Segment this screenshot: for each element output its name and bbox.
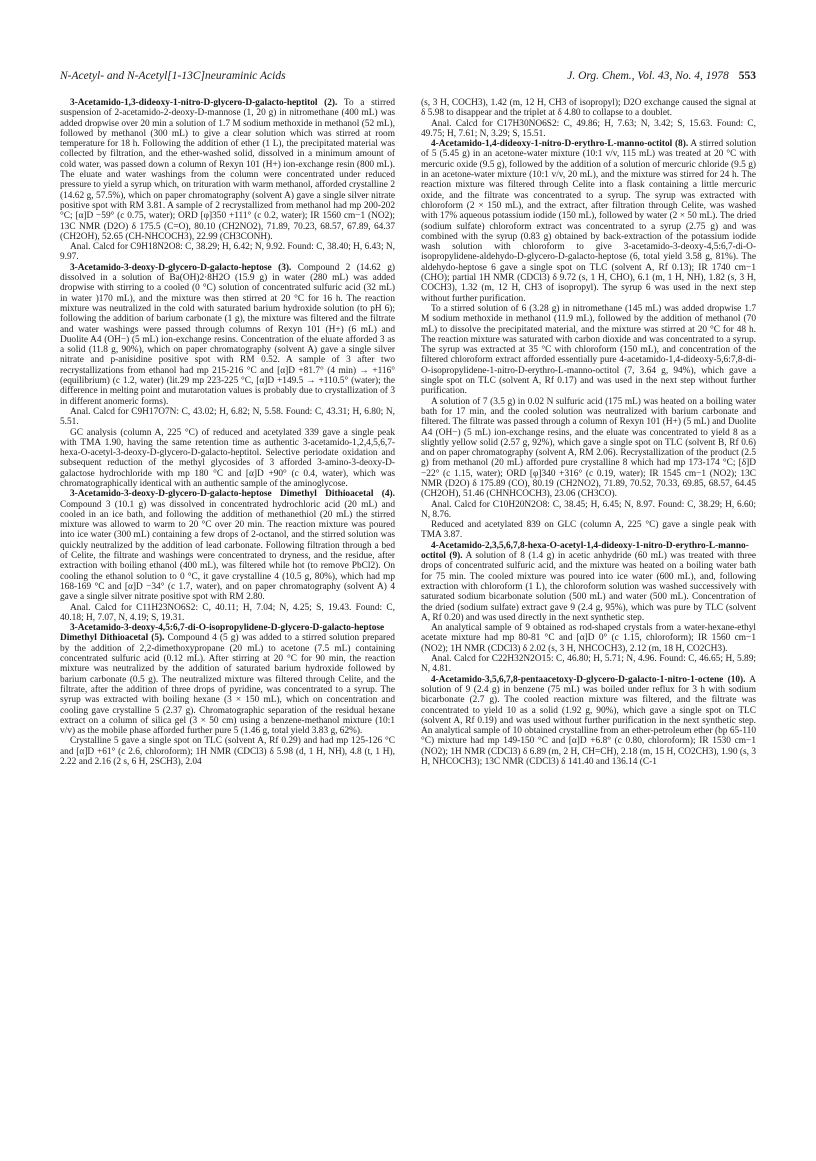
paragraph bbox=[60, 623, 395, 736]
paragraph-body: Reduced and acetylated 839 on GLC (column A, 225 °C) gave a single peak with TMA 3.87. bbox=[421, 520, 756, 541]
paragraph-body: Crystalline 5 gave a single spot on TLC (solvent A, Rf 0.29) and had mp 125-126 °C and [α]D +61° (c 2.6, chloroform); 1H NMR (CDCl3) δ 5.98 (d, 1 H, NH), 4.8 (t, 1 H), 2.22 and 2.16 (2 s, 6 H, 2SCH3), 2.04 bbox=[60, 736, 395, 767]
paragraph bbox=[60, 489, 395, 602]
running-header bbox=[60, 70, 756, 90]
paragraph-title: 4-Acetamido-3,5,6,7,8-pentaacetoxy-D-glycero-D-galacto-1-nitro-1-octene (10). bbox=[431, 674, 746, 685]
paragraph-body: GC analysis (column A, 225 °C) of reduced and acetylated 339 gave a single peak with TMA 1.90, having the same retention time as authentic 3-acetamido-1,2,4,5,6,7-hexa-O-acetyl-3-deoxy-D-glycero-D-galacto-heptitol. Selective periodate oxidation and subsequent reduction of the methyl glycosides of 3 afforded 3-amino-3-deoxy-D-galactose hydrochloride with mp 180 °C and [α]D +90° (c 0.4, water), which was chromatographically identical with an authentic sample of the aminoglycose. bbox=[60, 427, 395, 489]
paragraph bbox=[421, 98, 756, 119]
paragraph-body: A solution of 7 (3.5 g) in 0.02 N sulfuric acid (175 mL) was heated on a boiling water bath for 17 min, and the cooled solution was neutralized with barium carbonate and filtered. The filtrate was passed through a column of Rexyn 101 (H+) (5 mL) and Duolite A4 (OH−) (5 mL) ion-exchange resins, and the eluate was concentrated to yield 8 as a slightly yellow solid (2.57 g, 92%), which gave a single spot on TLC (solvent B, Rf 0.6) and on paper chromatography (solvent A, RM 2.06). Recrystallization of the product (2.5 g) from methanol (20 mL) afforded pure crystalline 8 which had mp 173-174 °C; [δ]D −22° (c 1.15, water); ORD [φ]340 +316° (c 0.19, water); IR 1545 cm−1 (NO2); 13C NMR (D2O) δ 175.89 (CO), 80.19 (CH2NO2), 71.89, 70.52, 70.33, 69.85, 68.57, 64.45 (CH2OH), 51.46 (CHNHCOCH3), 23.06 (CH3CO). bbox=[421, 396, 756, 500]
paragraph bbox=[421, 541, 756, 623]
journal-citation bbox=[567, 70, 756, 82]
paragraph bbox=[421, 139, 756, 304]
left-column bbox=[60, 98, 395, 767]
page-number: 553 bbox=[738, 70, 756, 82]
running-title: N-Acetyl- and N-Acetyl[1-13C]neuraminic Acids bbox=[60, 70, 286, 82]
paragraph-body: A solution of 9 (2.4 g) in benzene (75 mL) was boiled under reflux for 3 h with sodium bicarbonate (2.7 g). The cooled reaction mixture was filtered, and the filtrate was concentrated to yield 10 as a solid (1.92 g, 90%), which gave a single spot on TLC (solvent A, Rf 0.19) and was used without further purification in the next synthetic step. An analytical sample of 10 obtained crystalline from an ether-petroleum ether (bp 65-110 °C) mixture had mp 149-150 °C and [α]D +6.8° (c 0.80, chloroform); IR 1530 cm−1 (NO2); 1H NMR (CDCl3) δ 6.89 (m, 2 H, CH=CH), 2.18 (m, 15 H, CO2CH3), 1.90 (s, 3 H, NHCOCH3); 13C NMR (CDCl3) δ 141.40 and 136.14 (C-1 bbox=[421, 674, 756, 767]
paragraph-title: 3-Acetamido-1,3-dideoxy-1-nitro-D-glycero-D-galacto-heptitol (2). bbox=[70, 98, 338, 108]
paragraph bbox=[60, 603, 395, 624]
paragraph bbox=[60, 98, 395, 242]
paragraph bbox=[421, 654, 756, 675]
paragraph-body: Compound 2 (14.62 g) dissolved in a solution of Ba(OH)2·8H2O (15.9 g) in water (280 mL) was added dropwise with stirring to a cooled (0 °C) solution of concentrated sulfuric acid (32 mL) in water )170 mL), and the mixture was then stirred at 20 °C for 16 h. The reaction mixture was neutralized in the cold with saturated barium hydroxide solution (to pH 6); following the addition of barium carbonate (1 g), the mixture was filtered and the filtrate and water washings were passed through columns of Rexyn 101 (H+) (6 mL) and Duolite A4 (OH−) (5 mL) ion-exchange resins. Concentration of the eluate afforded 3 as a solid (11.8 g, 90%), which on paper chromatography (solvent A) gave a single silver nitrate and p-anisidine positive spot with RM 0.52. A sample of 3 after two recrystallizations from ethanol had mp 215-216 °C and [α]D +81.7° (4 min) → +116° (equilibrium) (c 1.2, water) (lit.29 mp 223-225 °C, [α]D +149.5 → +110.5° (water); the difference in melting point and mutarotation values is probably due to crystallization of 3 in different anomeric forms). bbox=[60, 262, 395, 407]
paragraph bbox=[421, 520, 756, 541]
paragraph bbox=[421, 623, 756, 654]
paragraph bbox=[60, 736, 395, 767]
paragraph bbox=[60, 242, 395, 263]
paragraph-body: Anal. Calcd for C9H18N2O8: C, 38.29; H, 6.42; N, 9.92. Found: C, 38.40; H, 6.43; N, 9.97. bbox=[60, 242, 395, 263]
paragraph-body: (s, 3 H, COCH3), 1.42 (m, 12 H, CH3 of isopropyl); D2O exchange caused the signal at δ 5.98 to disappear and the triplet at δ 4.80 to collapse to a doublet. bbox=[421, 98, 756, 119]
paragraph-body: Compound 4 (5 g) was added to a stirred solution prepared by the addition of 2,2-dimethoxypropane (20 mL) to acetone (7.5 mL) containing concentrated sulfuric acid (0.12 mL). After stirring at 20 °C for 90 min, the reaction mixture was neutralized by the addition of saturated barium hydroxide followed by barium carbonate (0.5 g). The neutralized mixture was filtered through Celite, and the filtrate, after the addition of three drops of pyridine, was concentrated to a syrup. The syrup was extracted with boiling hexane (3 × 150 mL), which on concentration and cooling gave crystalline 5 (2.37 g). Chromatographic separation of the residual hexane extract on a column of silica gel (3 × 50 cm) using a benzene-methanol mixture (10:1 v/v) as the mobile phase afforded further pure 5 (1.46 g, total yield 3.83 g, 62%). bbox=[60, 633, 395, 737]
paragraph-body: Anal. Calcd for C17H30NO6S2: C, 49.86; H, 7.63; N, 3.42; S, 15.63. Found: C, 49.75; H, 7.61; N, 3.29; S, 15.51. bbox=[421, 118, 756, 139]
paragraph bbox=[421, 397, 756, 500]
paragraph-body: Anal. Calcd for C22H32N2O15: C, 46.80; H, 5.71; N, 4.96. Found: C, 46.65; H, 5.89; N, 4.81. bbox=[421, 654, 756, 675]
paragraph-title: 3-Acetamido-3-deoxy-D-glycero-D-galacto-heptose Dimethyl Dithioacetal (4). bbox=[70, 489, 395, 500]
paragraph-body: Anal. Calcd for C11H23NO6S2: C, 40.11; H, 7.04; N, 4.25; S, 19.43. Found: C, 40.18; H, 7.07, N, 4.19; S, 19.31. bbox=[60, 602, 395, 623]
paragraph-body: A stirred solution of 5 (5.45 g) in an acetone-water mixture (10:1 v/v, 115 mL) was treated at 20 °C with mercuric oxide (9.5 g), followed by the addition of a solution of mercuric chloride (9.5 g) in an acetone-water mixture (10:1 v/v, 20 mL), and the mixture was stirred for 24 h. The reaction mixture was filtered through Celite into a flask containing a little mercuric oxide, and the filtrate was concentrated to a syrup. The syrup was extracted with chloroform (2 × 150 mL), and the extract, after filtration through Celite, was washed with 17% aqueous potassium iodide (150 mL), followed by water (2 × 50 mL). The dried (sodium sulfate) chloroform extract was concentrated to a syrup (2.75 g) and was combined with the syrup (0.83 g) obtained by back-extraction of the potassium iodide wash solution with chloroform to give 3-acetamido-3-deoxy-4,5:6,7-di-O-isopropylidene-aldehydo-D-glycero-D-galacto-heptose (6, total yield 3.58 g, 81%). The aldehydo-heptose 6 gave a single spot on TLC (solvent A, Rf 0.13); IR 1740 cm−1 (CHO); partial 1H NMR (CDCl3) δ 9.72 (s, 1 H, CHO), 6.1 (m, 1 H, NH), 1.82 (s, 3 H, COCH3), 1.32 (m, 12 H, CH3 of isopropyl). The syrup 6 was used in the next step without further purification. bbox=[421, 139, 756, 304]
paragraph-body: Compound 3 (10.1 g) was dissolved in concentrated hydrochloric acid (20 mL) and cooled in an ice bath, and following the addition of methanethiol (20 mL) the stirred mixture was allowed to warm to 20 °C over 20 min. The reaction mixture was poured into ice water (300 mL) containing a few drops of 2-octanol, and the stirred solution was quickly neutralized by the addition of lead carbonate. Following filtration through a bed of Celite, the filtrate and washings were concentrated to dryness, and the residue, after extraction with boiling ethanol (400 mL), was filtered while hot (to remove PbCl2). On cooling the ethanol solution to 0 °C, it gave crystalline 4 (10.5 g, 80%), which had mp 168-169 °C and [α]D −34° (c 1.7, water), and on paper chromatography (solvent A) 4 gave a single silver nitrate positive spot with RM 2.80. bbox=[60, 499, 395, 603]
paragraph-body: To a stirred suspension of 2-acetamido-2-deoxy-D-mannose (1, 20 g) in nitromethane (400 mL) was added dropwise over 20 min a solution of 1.7 M sodium methoxide in methanol (52 mL), followed by methanol (300 mL) to give a clear solution which was stirred at room temperature for 18 h. Following the addition of ether (1 L), the precipitated material was collected by filtration, and the ether-washed solid, dissolved in a minimum amount of cold water, was passed down a column of Rexyn 101 (H+) ion-exchange resin (800 mL). The eluate and water washings from the column were concentrated under reduced pressure to yield a syrup which, on trituration with warm methanol, afforded crystalline 2 (14.62 g, 57.5%), which on paper chromatography (solvent A) gave a single silver nitrate positive spot with RM 3.81. A sample of 2 recrystallized from methanol had mp 200-202 °C; [α]D −59° (c 0.75, water); ORD [φ]350 +111° (c 0.2, water); IR 1560 cm−1 (NO2); 13C NMR (D2O) δ 175.5 (C=O), 80.10 (CH2NO2), 71.89, 70.23, 68.57, 67.89, 64.37 (CH2OH), 52.65 (CH-NHCOCH3), 22.99 (CH3CONH). bbox=[60, 98, 395, 242]
paragraph-body: A solution of 8 (1.4 g) in acetic anhydride (60 mL) was treated with three drops of concentrated sulfuric acid, and the mixture was heated on a boiling water bath for 75 min. The cooled mixture was poured into ice water (600 mL), and, following extraction with chloroform (1 L), the chloroform solution was washed successively with saturated sodium bicarbonate solution (500 mL) and water (500 mL). Concentration of the dried (sodium sulfate) extract gave 9 (2.4 g, 95%), which was pure by TLC (solvent A, Rf 0.20) and was used directly in the next synthetic step. bbox=[421, 551, 756, 623]
right-column bbox=[421, 98, 756, 767]
paragraph-title: 4-Acetamido-1,4-dideoxy-1-nitro-D-erythro-L-manno-octitol (8). bbox=[431, 139, 689, 150]
paragraph-body: An analytical sample of 9 obtained as rod-shaped crystals from a water-hexane-ethyl acetate mixture had mp 80-81 °C and [α]D 0° (c 1.15, chloroform); IR 1560 cm−1 (NO2); 1H NMR (CDCl3) δ 2.02 (s, 3 H, NHCOCH3), 2.12 (m, 18 H, CO2CH3). bbox=[421, 623, 756, 654]
paragraph-title: 3-Acetamido-3-deoxy-D-glycero-D-galacto-heptose (3). bbox=[70, 262, 292, 273]
paragraph bbox=[421, 675, 756, 768]
journal-name: J. Org. Chem., Vol. 43, No. 4, 1978 bbox=[567, 70, 729, 82]
paragraph bbox=[421, 119, 756, 140]
paragraph bbox=[421, 500, 756, 521]
paragraph-body: Anal. Calcd for C10H20N2O8: C, 38.45; H, 6.45; N, 8.97. Found: C, 38.29; H, 6.60; N, 8.76. bbox=[421, 499, 756, 520]
paragraph bbox=[60, 407, 395, 428]
paragraph bbox=[60, 263, 395, 407]
paragraph-title: 4-Acetamido-2,3,5,6,7,8-hexa-O-acetyl-1,4-dideoxy-1-nitro-D-erythro-L-manno-octitol (9). bbox=[421, 540, 749, 562]
paragraph-title: 3-Acetamido-3-deoxy-4,5:6,7-di-O-isopropylidene-D-glycero-D-galacto-heptose Dimethyl Dithioacetal (5). bbox=[60, 623, 385, 644]
paragraph bbox=[60, 428, 395, 490]
paragraph-body: To a stirred solution of 6 (3.28 g) in nitromethane (145 mL) was added dropwise 1.7 M sodium methoxide in methanol (11.9 mL), followed by the addition of methanol (70 mL) to dissolve the precipitated material, and the mixture was stirred at 20 °C for 48 h. The reaction mixture was saturated with carbon dioxide and was concentrated to a syrup. The syrup was extracted at 35 °C with chloroform (150 mL), and concentration of the filtered chloroform extract afforded essentially pure 4-acetamido-1,4-dideoxy-5,6:7,8-di-O-isopropylidene-1-nitro-D-erythro-L-manno-octitol (7, 3.64 g, 94%), which gave a single spot on TLC (solvent A, Rf 0.17) and was used in the next step without further purification. bbox=[421, 303, 756, 397]
paragraph-body: Anal. Calcd for C9H17O7N: C, 43.02; H, 6.82; N, 5.58. Found: C, 43.31; H, 6.80; N, 5.51. bbox=[60, 406, 395, 428]
paragraph bbox=[421, 304, 756, 397]
